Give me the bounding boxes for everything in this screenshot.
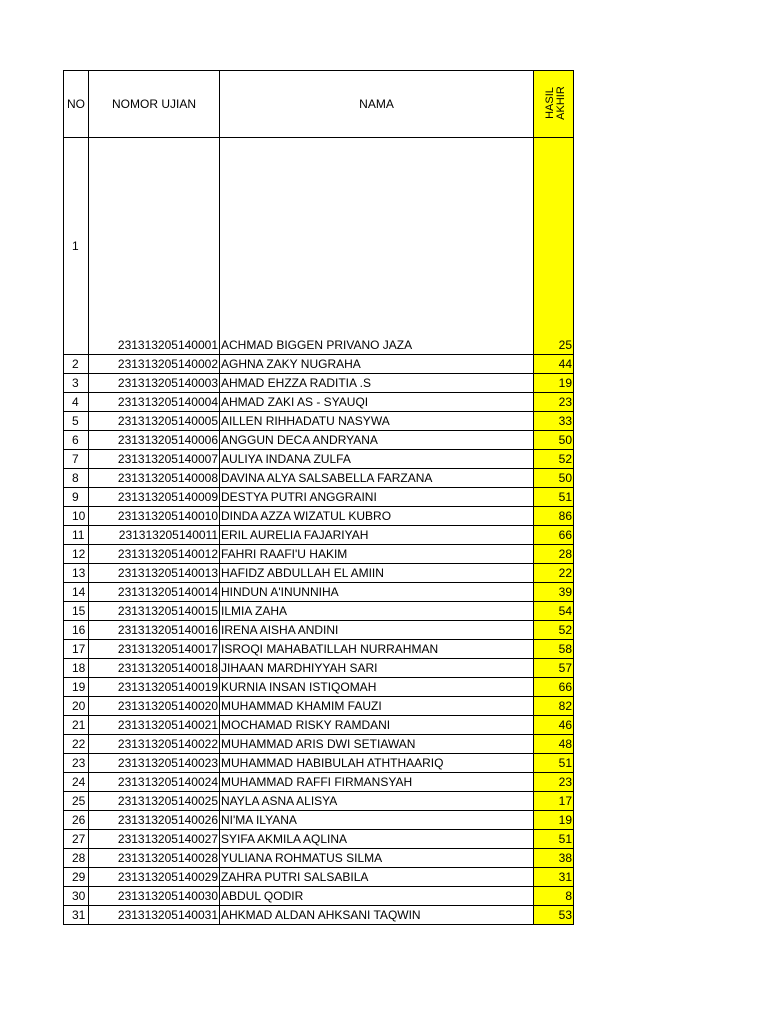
row-nama: AGHNA ZAKY NUGRAHA [220, 355, 534, 374]
table-row [64, 716, 574, 735]
row-no: 7 [64, 450, 89, 469]
row-no: 12 [64, 545, 89, 564]
row-no: 5 [64, 412, 89, 431]
row-nomor-ujian: 231313205140007 [89, 450, 220, 469]
row-nama: KURNIA INSAN ISTIQOMAH [220, 678, 534, 697]
row-nomor-ujian: 231313205140018 [89, 659, 220, 678]
row-nomor-ujian: 231313205140016 [89, 621, 220, 640]
row-hasil-akhir: 19 [534, 811, 574, 830]
row-hasil-akhir: 50 [534, 431, 574, 450]
row-hasil-akhir: 23 [534, 773, 574, 792]
row-nomor-ujian: 231313205140010 [89, 507, 220, 526]
row-no: 30 [64, 887, 89, 906]
row-no: 13 [64, 564, 89, 583]
row-nama: DAVINA ALYA SALSABELLA FARZANA [220, 469, 534, 488]
header-row [64, 71, 574, 138]
table-row [64, 773, 574, 792]
table-row [64, 526, 574, 545]
row-no: 6 [64, 431, 89, 450]
table-row [64, 583, 574, 602]
row-hasil-akhir: 8 [534, 887, 574, 906]
row-no: 14 [64, 583, 89, 602]
row-nama: MUHAMMAD KHAMIM FAUZI [220, 697, 534, 716]
header-nomor-ujian: NOMOR UJIAN [89, 71, 220, 138]
row-no: 8 [64, 469, 89, 488]
row-nomor-ujian: 231313205140014 [89, 583, 220, 602]
row-nomor-ujian: 231313205140017 [89, 640, 220, 659]
row-nama: YULIANA ROHMATUS SILMA [220, 849, 534, 868]
row-hasil-akhir: 82 [534, 697, 574, 716]
table-row [64, 735, 574, 754]
row-no: 26 [64, 811, 89, 830]
row-nama: FAHRI RAAFI'U HAKIM [220, 545, 534, 564]
row-nomor-ujian: 231313205140009 [89, 488, 220, 507]
row-nomor-ujian: 231313205140004 [89, 393, 220, 412]
row-hasil-akhir: 33 [534, 412, 574, 431]
row-nama: ANGGUN DECA ANDRYANA [220, 431, 534, 450]
row-no: 20 [64, 697, 89, 716]
row-nomor-ujian: 231313205140002 [89, 355, 220, 374]
table-row [64, 469, 574, 488]
table-row [64, 602, 574, 621]
row-hasil-akhir: 50 [534, 469, 574, 488]
row-hasil-akhir: 58 [534, 640, 574, 659]
row-no: 4 [64, 393, 89, 412]
row-nomor-ujian: 231313205140006 [89, 431, 220, 450]
row-hasil-akhir: 66 [534, 678, 574, 697]
row-nama: NAYLA ASNA ALISYA [220, 792, 534, 811]
row-nama: AILLEN RIHHADATU NASYWA [220, 412, 534, 431]
header-no: NO [64, 71, 89, 138]
row-no: 31 [64, 906, 89, 925]
table-row [64, 697, 574, 716]
row-no: 11 [64, 526, 89, 545]
row-nama: MOCHAMAD RISKY RAMDANI [220, 716, 534, 735]
table-body [64, 138, 574, 925]
row-nama: NI'MA ILYANA [220, 811, 534, 830]
row-hasil-akhir: 38 [534, 849, 574, 868]
row-hasil-akhir: 28 [534, 545, 574, 564]
row-nomor-ujian: 231313205140020 [89, 697, 220, 716]
row-nomor-ujian: 231313205140026 [89, 811, 220, 830]
table-row [64, 450, 574, 469]
row-no: 25 [64, 792, 89, 811]
row-nama: AHMAD ZAKI AS - SYAUQI [220, 393, 534, 412]
row-nomor-ujian: 231313205140011 [89, 526, 220, 545]
row-hasil-akhir: 52 [534, 450, 574, 469]
row-nomor-ujian: 231313205140031 [89, 906, 220, 925]
row-nama: MUHAMMAD HABIBULAH ATHTHAARIQ [220, 754, 534, 773]
row-no: 23 [64, 754, 89, 773]
table-row [64, 374, 574, 393]
row-nomor-ujian: 231313205140025 [89, 792, 220, 811]
row-hasil-akhir: 51 [534, 488, 574, 507]
table-row [64, 868, 574, 887]
table-row [64, 488, 574, 507]
row-hasil-akhir: 46 [534, 716, 574, 735]
row-hasil-akhir: 44 [534, 355, 574, 374]
table-row [64, 355, 574, 374]
row-nama: HINDUN A'INUNNIHA [220, 583, 534, 602]
header-nama: NAMA [220, 71, 534, 138]
row-nomor-ujian: 231313205140030 [89, 887, 220, 906]
row-nomor-ujian: 231313205140001 [89, 138, 220, 355]
row-hasil-akhir: 51 [534, 754, 574, 773]
row-no: 28 [64, 849, 89, 868]
row-hasil-akhir: 25 [534, 138, 574, 355]
row-hasil-akhir: 19 [534, 374, 574, 393]
row-nomor-ujian: 231313205140019 [89, 678, 220, 697]
row-nomor-ujian: 231313205140015 [89, 602, 220, 621]
row-nomor-ujian: 231313205140028 [89, 849, 220, 868]
row-nama: ABDUL QODIR [220, 887, 534, 906]
row-nama: ACHMAD BIGGEN PRIVANO JAZA [220, 138, 534, 355]
row-nama: MUHAMMAD RAFFI FIRMANSYAH [220, 773, 534, 792]
row-nomor-ujian: 231313205140021 [89, 716, 220, 735]
table-row [64, 792, 574, 811]
row-hasil-akhir: 51 [534, 830, 574, 849]
row-nomor-ujian: 231313205140024 [89, 773, 220, 792]
row-nomor-ujian: 231313205140005 [89, 412, 220, 431]
row-no: 19 [64, 678, 89, 697]
table-row [64, 545, 574, 564]
row-nomor-ujian: 231313205140013 [89, 564, 220, 583]
row-nama: ERIL AURELIA FAJARIYAH [220, 526, 534, 545]
row-nama: ZAHRA PUTRI SALSABILA [220, 868, 534, 887]
row-no: 15 [64, 602, 89, 621]
table-row [64, 906, 574, 925]
table-row [64, 830, 574, 849]
row-no: 9 [64, 488, 89, 507]
row-no: 24 [64, 773, 89, 792]
row-no: 29 [64, 868, 89, 887]
row-hasil-akhir: 31 [534, 868, 574, 887]
row-nama: ILMIA ZAHA [220, 602, 534, 621]
row-no: 10 [64, 507, 89, 526]
header-hasil-akhir-label: HASIL AKHIR [544, 86, 567, 120]
table-row [64, 431, 574, 450]
row-hasil-akhir: 17 [534, 792, 574, 811]
row-no: 18 [64, 659, 89, 678]
row-nama: AHMAD EHZZA RADITIA .S [220, 374, 534, 393]
table-row [64, 393, 574, 412]
row-nomor-ujian: 231313205140029 [89, 868, 220, 887]
row-nama: SYIFA AKMILA AQLINA [220, 830, 534, 849]
header-hasil-akhir [534, 71, 574, 138]
row-nama: ISROQI MAHABATILLAH NURRAHMAN [220, 640, 534, 659]
row-no: 21 [64, 716, 89, 735]
row-hasil-akhir: 53 [534, 906, 574, 925]
row-nomor-ujian: 231313205140022 [89, 735, 220, 754]
row-hasil-akhir: 48 [534, 735, 574, 754]
table-row [64, 754, 574, 773]
row-hasil-akhir: 86 [534, 507, 574, 526]
row-nama: JIHAAN MARDHIYYAH SARI [220, 659, 534, 678]
row-no: 22 [64, 735, 89, 754]
row-nama: IRENA AISHA ANDINI [220, 621, 534, 640]
row-no: 16 [64, 621, 89, 640]
row-nomor-ujian: 231313205140027 [89, 830, 220, 849]
table-row [64, 640, 574, 659]
table-row [64, 564, 574, 583]
table-row [64, 412, 574, 431]
row-hasil-akhir: 66 [534, 526, 574, 545]
table-row [64, 659, 574, 678]
row-no: 27 [64, 830, 89, 849]
row-nama: DINDA AZZA WIZATUL KUBRO [220, 507, 534, 526]
row-hasil-akhir: 39 [534, 583, 574, 602]
table-row [64, 678, 574, 697]
table-row [64, 621, 574, 640]
row-nama: AULIYA INDANA ZULFA [220, 450, 534, 469]
row-no: 17 [64, 640, 89, 659]
row-hasil-akhir: 57 [534, 659, 574, 678]
row-hasil-akhir: 23 [534, 393, 574, 412]
table-row [64, 507, 574, 526]
table-row [64, 138, 574, 355]
table-row [64, 849, 574, 868]
row-nama: HAFIDZ ABDULLAH EL AMIIN [220, 564, 534, 583]
table-row [64, 887, 574, 906]
row-nama: MUHAMMAD ARIS DWI SETIAWAN [220, 735, 534, 754]
row-hasil-akhir: 22 [534, 564, 574, 583]
row-hasil-akhir: 52 [534, 621, 574, 640]
row-nomor-ujian: 231313205140012 [89, 545, 220, 564]
table-row [64, 811, 574, 830]
row-nomor-ujian: 231313205140003 [89, 374, 220, 393]
row-no: 2 [64, 355, 89, 374]
row-no: 1 [64, 138, 89, 355]
row-nama: DESTYA PUTRI ANGGRAINI [220, 488, 534, 507]
row-hasil-akhir: 54 [534, 602, 574, 621]
score-table [63, 70, 574, 925]
row-nama: AHKMAD ALDAN AHKSANI TAQWIN [220, 906, 534, 925]
row-nomor-ujian: 231313205140023 [89, 754, 220, 773]
row-nomor-ujian: 231313205140008 [89, 469, 220, 488]
row-no: 3 [64, 374, 89, 393]
